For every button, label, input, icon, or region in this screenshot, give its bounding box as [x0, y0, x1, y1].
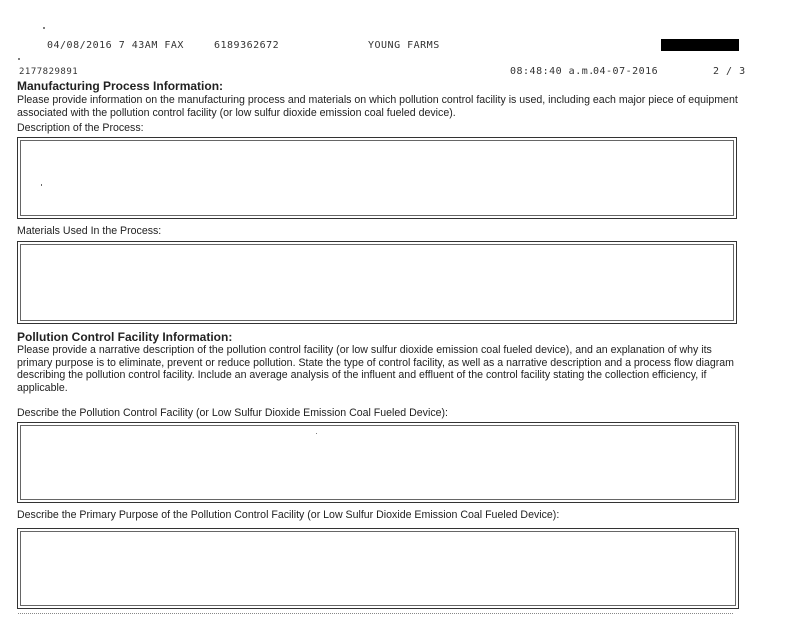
facility-description-label: Describe the Pollution Control Facility (or Low Sulfur Dioxide Emission Coal Fueled Device):	[17, 407, 448, 419]
scan-speck	[18, 58, 20, 60]
scan-speck	[41, 184, 42, 186]
materials-field[interactable]	[17, 241, 737, 324]
pollution-control-instructions: Please provide a narrative description of the pollution control facility (or low sulfur dioxide emission coal fueled device), and an explanation of why its primary purpose is to eliminate, prevent or reduce pollution. State the type of control facility, as well as a narrative description and a process flow diagram describing the pollution control facility. Include an average analysis of the influent and effluent of the control facility stating the collection efficiency, if applicable.	[17, 344, 735, 394]
pollution-control-heading: Pollution Control Facility Information:	[17, 330, 233, 344]
scan-speck	[43, 27, 45, 29]
fax-datetime: 04/08/2016 7 43AM FAX	[47, 40, 184, 51]
fax-number: 6189362672	[214, 40, 280, 51]
process-description-field[interactable]	[17, 137, 737, 219]
primary-purpose-field[interactable]	[17, 528, 739, 609]
received-time: 08:48:40 a.m.	[510, 66, 595, 77]
cut-off-text-line	[18, 613, 733, 615]
scan-speck	[316, 433, 317, 434]
manufacturing-instructions: Please provide information on the manufacturing process and materials on which pollution control facility is used, including each major piece of equipment associated with the pollution control facility (or low sulfur dioxide emission coal fueled device).	[17, 94, 738, 119]
primary-purpose-label: Describe the Primary Purpose of the Pollution Control Facility (or Low Sulfur Dioxide Emission Coal Fueled Device):	[17, 509, 560, 521]
redaction-bar	[661, 39, 739, 51]
page-number: 2 / 3	[713, 66, 746, 77]
facility-description-field[interactable]	[17, 422, 739, 503]
materials-label: Materials Used In the Process:	[17, 225, 162, 237]
doc-number: 2177829891	[19, 67, 79, 77]
process-description-label: Description of the Process:	[17, 122, 144, 134]
received-date: 04-07-2016	[593, 66, 659, 77]
fax-sender: YOUNG FARMS	[368, 40, 440, 51]
manufacturing-heading: Manufacturing Process Information:	[17, 79, 224, 93]
